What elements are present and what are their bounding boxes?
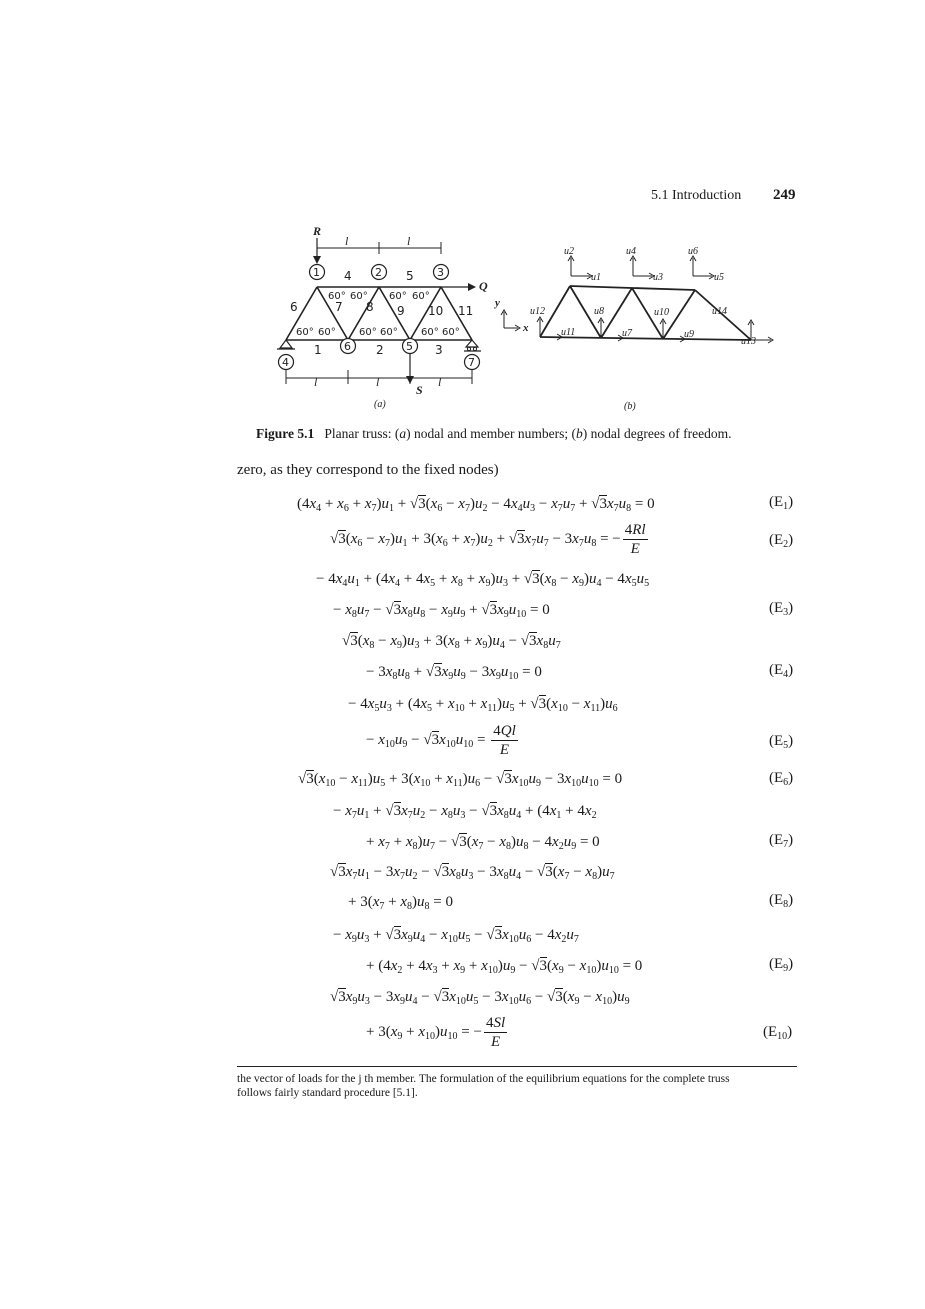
node-6: 6 bbox=[344, 340, 351, 353]
member-11: 11 bbox=[458, 304, 474, 318]
dof-u11: u11 bbox=[561, 327, 576, 338]
member-9: 9 bbox=[397, 304, 405, 318]
eq-tag-E9: $(E_9)$ bbox=[769, 956, 794, 974]
member-2: 2 bbox=[376, 343, 384, 357]
eq-tag-E5: $(E_5)$ bbox=[769, 733, 794, 751]
panel-b-dof-arrows bbox=[501, 256, 773, 343]
node-7: 7 bbox=[468, 356, 475, 369]
dof-u2: u2 bbox=[564, 246, 574, 257]
eq-tag-E2: $(E_2)$ bbox=[769, 532, 794, 550]
node-5: 5 bbox=[406, 340, 413, 353]
equation-E9-line1: − $x_9u_3 + √3x_9u_4 - x_{10}u_5 - √3x_{10}u_6 - 4x_2u_7$ bbox=[333, 927, 579, 945]
dof-u1: u1 bbox=[591, 272, 601, 283]
footnote-line-1: the vector of loads for the j th member. The formulation of the equilibrium equations for the complete truss bbox=[237, 1073, 730, 1085]
caption-text-1: Planar truss: ( bbox=[324, 426, 400, 441]
axis-y: y bbox=[495, 297, 500, 309]
node-2: 2 bbox=[375, 266, 382, 279]
panel-a-sublabel: (a) bbox=[374, 399, 386, 410]
dof-u3: u3 bbox=[653, 272, 663, 283]
eq-tag-E3: $(E_3)$ bbox=[769, 600, 794, 618]
angle-label: 60° bbox=[350, 291, 368, 302]
span-top-2: l bbox=[407, 234, 411, 248]
dof-u9: u9 bbox=[684, 329, 694, 340]
load-S: S bbox=[416, 383, 423, 397]
angle-label: 60° bbox=[442, 327, 460, 338]
member-3: 3 bbox=[435, 343, 443, 357]
eq-tag-E10: $(E_{10})$ bbox=[763, 1024, 793, 1042]
dof-u5: u5 bbox=[714, 272, 724, 283]
angle-label: 60° bbox=[412, 291, 430, 302]
node-4: 4 bbox=[282, 356, 289, 369]
equation-E10-line1: $√3x_9u_3 - 3x_9u_4 - √3x_{10}u_5 - 3x_{10}u_6 - √3(x_9 - x_{10})u_9$ bbox=[330, 989, 630, 1007]
equation-E6: $√3(x_{10} - x_{11})u_5 + 3(x_{10} + x_{11})u_6 - √3x_{10}u_9 - 3x_{10}u_{10} = 0$ bbox=[298, 771, 623, 789]
eq-tag-E7: $(E_7)$ bbox=[769, 832, 794, 850]
page-number: 249 bbox=[773, 187, 796, 203]
angle-label: 60° bbox=[421, 327, 439, 338]
angle-label: 60° bbox=[328, 291, 346, 302]
angle-label: 60° bbox=[296, 327, 314, 338]
node-1: 1 bbox=[313, 266, 320, 279]
dof-u12: u12 bbox=[530, 306, 545, 317]
dof-u10: u10 bbox=[654, 307, 669, 318]
truss-figure bbox=[268, 220, 778, 415]
caption-text-5: ) nodal degrees of freedom. bbox=[582, 426, 732, 441]
caption-text-2: a bbox=[399, 426, 407, 441]
equation-E5-line2: − $x_{10}u_9 - √3x_{10}u_{10}$ = $\frac{4Ql}{E}$ bbox=[366, 723, 516, 758]
span-bottom-3: l bbox=[438, 375, 442, 389]
member-6: 6 bbox=[290, 300, 298, 314]
equation-E3-line2: − $x_8u_7 - √3x_8u_8 - x_9u_9 + √3x_9u_{10} = 0$ bbox=[333, 602, 550, 620]
equation-E5-line1: − $4x_5u_3 + (4x_5 + x_{10} + x_{11})u_5 + √3(x_{10} - x_{11})u_6$ bbox=[348, 696, 618, 714]
footnote-rule bbox=[237, 1066, 797, 1067]
equation-E8-line2: + $3(x_7 + x_8)u_8 = 0$ bbox=[348, 894, 453, 912]
footnote-line-2: follows fairly standard procedure [5.1]. bbox=[237, 1087, 418, 1099]
eq-tag-E8: $(E_8)$ bbox=[769, 892, 794, 910]
eq-tag-E6: $(E_6)$ bbox=[769, 770, 794, 788]
dof-u7: u7 bbox=[622, 328, 632, 339]
caption-label: Figure 5.1 bbox=[256, 426, 315, 441]
equation-E4-line1: $√3(x_8 - x_9)u_3 + 3(x_8 + x_9)u_4 - √3x_8u_7$ bbox=[342, 633, 561, 651]
panel-a-labels bbox=[282, 224, 488, 410]
eq-tag-E1: $(E_1)$ bbox=[769, 494, 794, 512]
figure-caption bbox=[256, 426, 732, 442]
member-1: 1 bbox=[314, 343, 322, 357]
equation-E9-line2: + $(4x_2 + 4x_3 + x_9 + x_{10})u_9 - √3(x_9 - x_{10})u_{10} = 0$ bbox=[366, 958, 643, 976]
caption-text-3: ) nodal and member numbers; ( bbox=[406, 426, 576, 441]
equation-E7-line1: − $x_7u_1 + √3x_7u_2 - x_8u_3 - √3x_8u_4 + (4x_1 + 4x_2$ bbox=[333, 803, 597, 821]
node-3: 3 bbox=[437, 266, 444, 279]
angle-label: 60° bbox=[389, 291, 407, 302]
dof-u8: u8 bbox=[594, 306, 604, 317]
panel-b-labels bbox=[493, 246, 756, 412]
axis-x: x bbox=[523, 322, 529, 334]
equation-E8-line1: $√3x_7u_1 - 3x_7u_2 - √3x_8u_3 - 3x_8u_4 - √3(x_7 - x_8)u_7$ bbox=[330, 864, 615, 882]
equation-E7-line2: + $x_7 + x_8)u_7 - √3(x_7 - x_8)u_8 - 4x_2u_9 = 0$ bbox=[366, 834, 600, 852]
angle-label: 60° bbox=[359, 327, 377, 338]
member-8: 8 bbox=[366, 300, 374, 314]
member-5: 5 bbox=[406, 269, 414, 283]
load-Q: Q bbox=[479, 279, 488, 293]
footnote bbox=[237, 1072, 802, 1100]
equation-E1: $(4x_4 + x_6 + x_7)u_1 + √3(x_6 - x_7)u_2 - 4x_4u_3 - x_7u_7 + √3x_7u_8 = 0$ bbox=[297, 496, 655, 514]
member-4: 4 bbox=[344, 269, 352, 283]
member-10: 10 bbox=[428, 304, 444, 318]
angle-label: 60° bbox=[318, 327, 336, 338]
dof-u13: u13 bbox=[741, 336, 756, 347]
equation-E2: $√3(x_6 - x_7)u_1 + 3(x_6 + x_7)u_2 + √3x_7u_7 - 3x_7u_8$ = − $\frac{4Rl}{E}$ bbox=[330, 522, 646, 557]
load-R: R bbox=[313, 224, 322, 238]
dof-u6: u6 bbox=[688, 246, 698, 257]
dof-u14: u14 bbox=[712, 306, 727, 317]
panel-a bbox=[277, 238, 481, 384]
member-7: 7 bbox=[335, 300, 343, 314]
lead-sentence: zero, as they correspond to the fixed nodes) bbox=[237, 462, 499, 478]
angle-label: 60° bbox=[380, 327, 398, 338]
dof-u4: u4 bbox=[626, 246, 636, 257]
eq-tag-E4: $(E_4)$ bbox=[769, 662, 794, 680]
equation-E4-line2: − $3x_8u_8 + √3x_9u_9 - 3x_9u_{10} = 0$ bbox=[366, 664, 542, 682]
equation-E3-line1: − $4x_4u_1 + (4x_4 + 4x_5 + x_8 + x_9)u_3 + √3(x_8 - x_9)u_4 - 4x_5u_5$ bbox=[316, 571, 650, 589]
panel-b-sublabel: (b) bbox=[624, 401, 636, 412]
running-header-section: 5.1 Introduction bbox=[651, 188, 742, 203]
caption-text-4: b bbox=[575, 426, 583, 441]
figure-5-1 bbox=[268, 220, 778, 415]
equation-E10-line2: + $3(x_9 + x_{10})u_{10}$ = − $\frac{4Sl}{E}$ bbox=[366, 1015, 506, 1050]
span-bottom-2: l bbox=[376, 375, 380, 389]
span-bottom-1: l bbox=[314, 375, 318, 389]
span-top-1: l bbox=[345, 234, 349, 248]
